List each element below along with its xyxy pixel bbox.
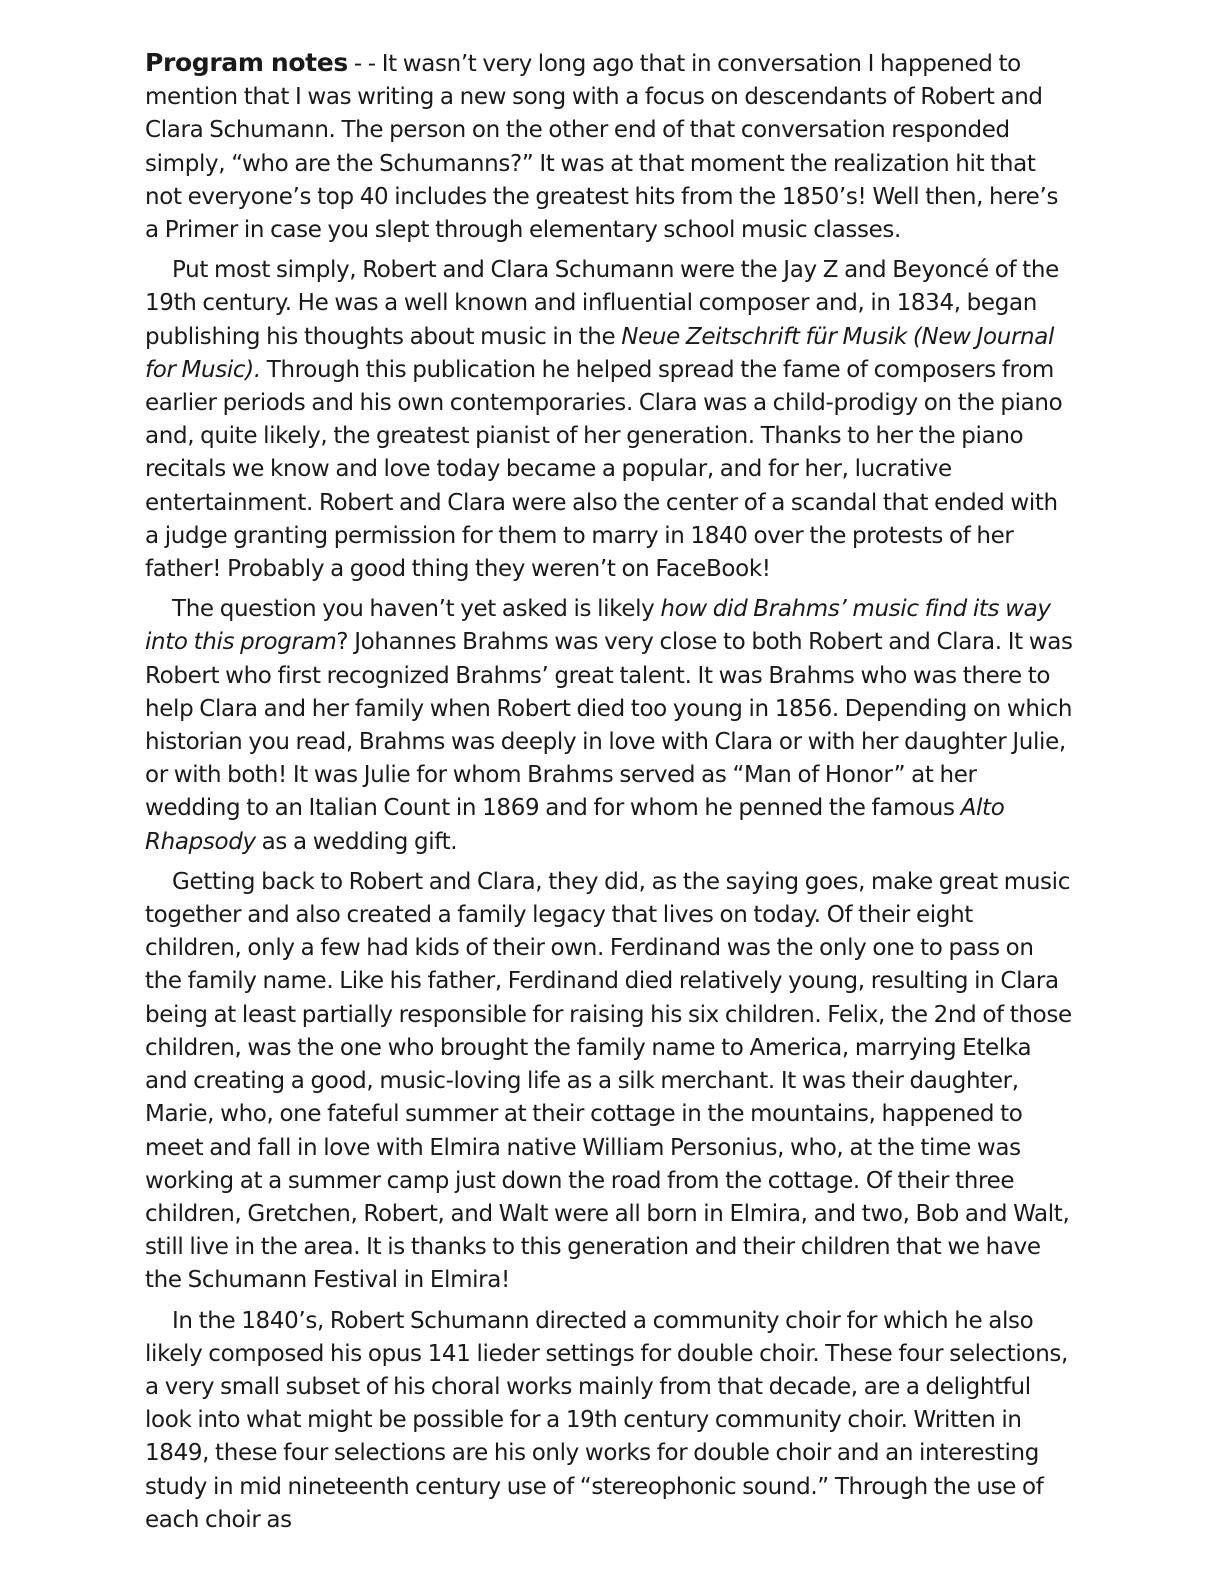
- document-page: [145, 46, 1073, 1544]
- brahms-question: how did Brahms’ music find its way into this program: [145, 596, 1051, 656]
- paragraph-intro: [145, 46, 1073, 247]
- paragraph-schumanns-text-a: Put most simply, Robert and Clara Schumann were the Jay Z and Beyoncé of the 19th century. He was a well known and influential composer and, in 1834, began publishing his thoughts about music in the: [145, 257, 1059, 350]
- paragraph-brahms-text-c: as a wedding gift.: [255, 828, 458, 855]
- paragraph-schumanns-text-b: Through this publication he helped spread the fame of composers from earlier periods and his own contemporaries. Clara was a child-prodigy on the piano and, quite likely, the greatest pianist of her generation. Thanks to her the piano recitals we know and love today became a popular, and for her, lucrative entertainment. Robert and Clara were also the center of a scandal that ended with a judge granting permission for them to marry in 1840 over the protests of her father! Probably a good thing they weren’t on FaceBook!: [145, 356, 1063, 583]
- journal-title: Neue Zeitschrift für Musik (New Journal for Music).: [145, 323, 1055, 383]
- paragraph-intro-text: It wasn’t very long ago that in conversation I happened to mention that I was writing a new song with a focus on descendants of Robert and Clara Schumann. The person on the other end of that conversation responded simply, “who are the Schumanns?” It was at that moment the realization hit that not everyone’s top 40 includes the greatest hits from the 1850’s! Well then, here’s a Primer in case you slept through elementary school music classes.: [145, 51, 1059, 244]
- heading-separator: - -: [347, 51, 382, 77]
- section-heading: Program notes: [145, 48, 348, 77]
- paragraph-brahms: [145, 593, 1073, 859]
- paragraph-schumanns: [145, 254, 1073, 586]
- paragraph-family-legacy: Getting back to Robert and Clara, they did, as the saying goes, make great music together and also created a family legacy that lives on today. Of their eight children, only a few had kids of their own. Ferdinand was the only one to pass on the family name. Like his father, Ferdinand died relatively young, resulting in Clara being at least partially responsible for raising his six children. Felix, the 2nd of those children, was the one who brought the family name to America, marrying Etelka and creating a good, music-loving life as a silk merchant. It was their daughter, Marie, who, one fateful summer at their cottage in the mountains, happened to meet and fall in love with Elmira native William Personius, who, at the time was working at a summer camp just down the road from the cottage. Of their three children, Gretchen, Robert, and Walt were all born in Elmira, and two, Bob and Walt, still live in the area. It is thanks to this generation and their children that we have the Schumann Festival in Elmira!: [145, 868, 1072, 1294]
- paragraph-double-choir: In the 1840’s, Robert Schumann directed a community choir for which he also likely composed his opus 141 lieder settings for double choir. These four selections, a very small subset of his choral works mainly from that decade, are a delightful look into what might be possible for a 19th century community choir. Written in 1849, these four selections are his only works for double choir and an interesting study in mid nineteenth century use of “stereophonic sound.” Through the use of each choir as: [145, 1307, 1069, 1533]
- alto-rhapsody-title: Alto Rhapsody: [145, 795, 1005, 855]
- paragraph-brahms-text-a: The question you haven’t yet asked is likely: [172, 596, 661, 623]
- paragraph-brahms-text-b: ? Johannes Brahms was very close to both Robert and Clara. It was Robert who first recognized Brahms’ great talent. It was Brahms who was there to help Clara and her family when Robert died too young in 1856. Depending on which historian you read, Brahms was deeply in love with Clara or with her daughter Julie, or with both! It was Julie for whom Brahms served as “Man of Honor” at her wedding to an Italian Count in 1869 and for whom he penned the famous: [145, 629, 1073, 822]
